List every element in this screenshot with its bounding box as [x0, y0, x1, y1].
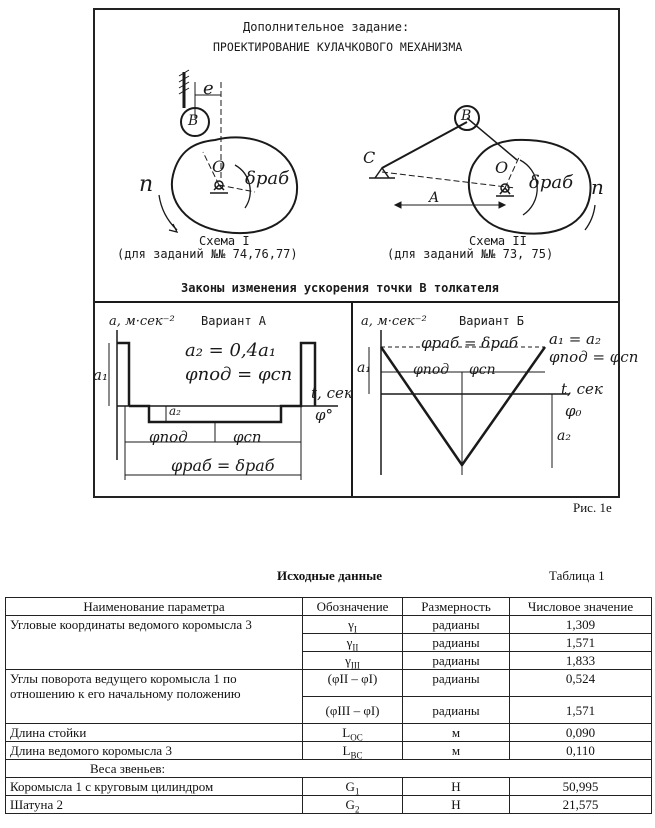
gamma3-value: 1,833: [510, 652, 652, 670]
rot2-symbol: (φIII – φI): [303, 697, 403, 724]
header-value: Числовое значение: [510, 598, 652, 616]
scheme1-label-e: e: [203, 78, 214, 99]
cam-mechanism-figure: [93, 8, 639, 498]
rot2-unit: радианы: [403, 697, 510, 724]
rocker3-length-unit: м: [403, 742, 510, 760]
stand-length-value: 0,090: [510, 724, 652, 742]
variant-b-a1: a₁: [357, 360, 371, 376]
table-row: [6, 760, 652, 778]
scheme2-label-n: n: [591, 175, 604, 199]
weight2-unit: Н: [403, 796, 510, 814]
header-symbol: Обозначение: [303, 598, 403, 616]
gamma1-symbol: $\gamma_I$: [303, 616, 403, 634]
scheme1-subtitle: (для заданий №№ 74,76,77): [117, 247, 298, 261]
gamma1-unit: радианы: [403, 616, 510, 634]
angular-coordinates-label: Угловые координаты ведомого коромысла 3: [6, 616, 303, 670]
variant-b-phi-rab: φраб = δраб: [421, 334, 519, 352]
rocker3-length-symbol: $L_{BC}$: [303, 742, 403, 760]
scheme2-label-o: O: [495, 158, 509, 177]
scheme1-label-o: O: [212, 157, 226, 176]
figure-caption: Рис. 1е: [573, 500, 612, 515]
gamma2-value: 1,571: [510, 634, 652, 652]
weight1-symbol: $G_1$: [303, 778, 403, 796]
gamma3-unit: радианы: [403, 652, 510, 670]
variant-b-phi-sp: φсп: [469, 362, 496, 378]
weight2-value: 21,575: [510, 796, 652, 814]
figure-heading-line2: ПРОЕКТИРОВАНИЕ КУЛАЧКОВОГО МЕХАНИЗМА: [213, 40, 463, 54]
gamma3-symbol: $\gamma_{III}$: [303, 652, 403, 670]
table-row: [6, 616, 652, 634]
stand-length-symbol: $L_{OC}$: [303, 724, 403, 742]
stand-length-label: Длина стойки: [6, 724, 303, 742]
rot1-unit: радианы: [403, 670, 510, 697]
header-unit: Размерность: [403, 598, 510, 616]
variant-a-a2: a₂: [169, 404, 181, 418]
scheme2-label-c: C: [363, 148, 376, 167]
rot1-value: 0,524: [510, 670, 652, 697]
rocker3-length-value: 0,110: [510, 742, 652, 760]
weights-header: Веса звеньев:: [6, 760, 652, 778]
variant-a-phi-label: φ°: [315, 406, 334, 424]
weight2-label: Шатуна 2: [6, 796, 303, 814]
rocker3-length-label: Длина ведомого коромысла 3: [6, 742, 303, 760]
stand-length-unit: м: [403, 724, 510, 742]
weight2-symbol: $G_2$: [303, 796, 403, 814]
scheme2-drawing: [369, 106, 595, 234]
scheme2-label-delta: δраб: [529, 172, 574, 193]
weight1-label: Коромысла 1 с круговым цилиндром: [6, 778, 303, 796]
variant-b-a2: a₂: [557, 428, 571, 444]
table-row: [6, 670, 652, 697]
variant-a-phi-pod: φпод: [149, 428, 188, 446]
table-row: [6, 796, 652, 814]
header-parameter: Наименование параметра: [6, 598, 303, 616]
gamma2-unit: радианы: [403, 634, 510, 652]
variant-a-t-label: t, сек: [311, 384, 353, 402]
rot1-symbol: (φII – φI): [303, 670, 403, 697]
variant-b-phi-pod: φпод: [413, 362, 450, 378]
variant-b-eq1: a₁ = a₂: [549, 330, 602, 348]
scheme2-label-b: B: [461, 108, 472, 124]
variant-b-t-label: t, сек: [561, 380, 603, 398]
scheme1-title: Схема I: [199, 234, 250, 248]
laws-title: Законы изменения ускорения точки В толкателя: [181, 281, 499, 295]
gamma2-symbol: $\gamma_{II}$: [303, 634, 403, 652]
variant-a-a1: a₁: [93, 366, 108, 384]
table-header-row: [6, 598, 652, 616]
table-title: Исходные данные: [277, 568, 383, 583]
scheme1-label-n: n: [139, 172, 154, 197]
source-data-table: [5, 597, 652, 814]
rot2-value: 1,571: [510, 697, 652, 724]
variant-a-eq1: a₂ = 0,4a₁: [185, 340, 277, 361]
weight1-value: 50,995: [510, 778, 652, 796]
variant-b-phi-label: φ₀: [565, 402, 582, 420]
variant-a-axis-label: a, м·сек⁻²: [109, 314, 175, 329]
variant-b-title: Вариант Б: [459, 314, 525, 328]
scheme1-drawing: [159, 70, 297, 233]
variant-a-title: Вариант А: [201, 314, 267, 328]
table-row: [6, 724, 652, 742]
variant-a-phi-sp: φсп: [233, 428, 262, 446]
scheme2-label-a: A: [429, 190, 440, 206]
variant-b-axis-label: a, м·сек⁻²: [361, 314, 427, 329]
gamma1-value: 1,309: [510, 616, 652, 634]
scheme2-subtitle: (для заданий №№ 73, 75): [387, 247, 554, 261]
rotation-angles-label: Углы поворота ведущего коромысла 1 по отношению к его начальному положению: [6, 670, 303, 724]
table-number: Таблица 1: [549, 568, 605, 583]
variant-a-eq2: φпод = φсп: [185, 364, 293, 385]
scheme2-title: Схема II: [469, 234, 527, 248]
table-row: [6, 778, 652, 796]
scheme1-label-b: B: [188, 113, 199, 129]
table-row: [6, 742, 652, 760]
weight1-unit: Н: [403, 778, 510, 796]
figure-heading-line1: Дополнительное задание:: [243, 20, 410, 34]
variant-a-phi-rab: φраб = δраб: [171, 456, 275, 475]
scheme1-label-delta: δраб: [245, 168, 290, 189]
variant-b-eq2: φпод = φсп: [549, 348, 639, 366]
